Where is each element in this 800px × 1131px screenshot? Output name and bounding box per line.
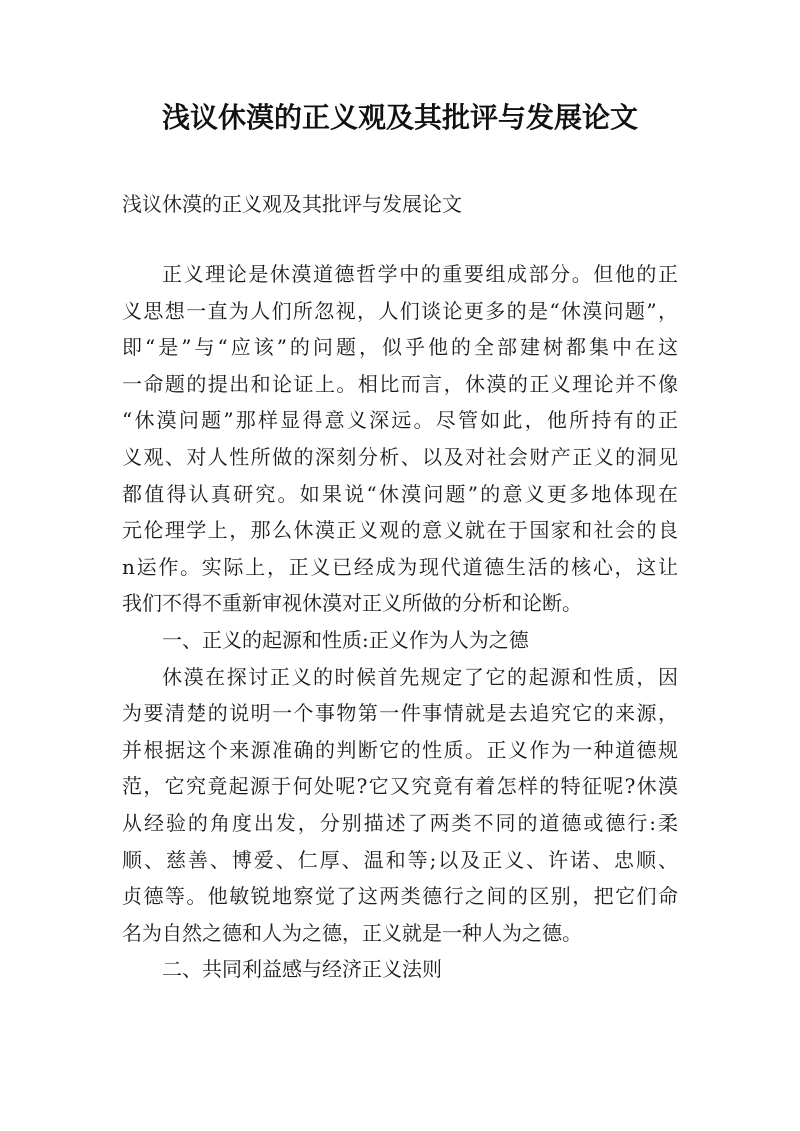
paragraph-line: 休漠在探讨正义的时候首先规定了它的起源和性质，因 [162,664,678,689]
paragraph-line: 顺、慈善、博爱、仁厚、温和等;以及正义、许诺、忠顺、 [122,847,678,872]
paragraph-line: 即“是”与“应该”的问题，似乎他的全部建树都集中在这 [122,335,678,360]
paragraph-line: 都值得认真研究。如果说“休漠问题”的意义更多地体现在 [122,481,678,506]
paragraph-line: 我们不得不重新审视休漠对正义所做的分析和论断。 [122,591,582,616]
paragraph-line: 从经验的角度出发，分别描述了两类不同的道德或德行:柔 [122,810,678,835]
paragraph-line: 义思想一直为人们所忽视，人们谈论更多的是“休漠问题”， [122,298,678,323]
paragraph-line: 名为自然之德和人为之德，正义就是一种人为之德。 [122,920,582,945]
paragraph-line: 元伦理学上，那么休漠正义观的意义就在于国家和社会的良 [122,518,678,543]
paragraph-line: 范，它究竟起源于何处呢?它又究竟有着怎样的特征呢?休漠 [122,774,678,799]
paragraph-line: “休漠问题”那样显得意义深远。尽管如此，他所持有的正 [122,408,678,433]
paragraph-line: 一命题的提出和论证上。相比而言，休漠的正义理论并不像 [122,371,678,396]
paragraph-line: 为要清楚的说明一个事物第一件事情就是去追究它的来源， [122,701,678,726]
paragraph-line: 贞德等。他敏锐地察觉了这两类德行之间的区别，把它们命 [122,884,678,909]
document-body [122,256,678,988]
document-title: 浅议休漠的正义观及其批评与发展论文 [161,101,638,134]
section-heading: 二、共同利益感与经济正义法则 [162,957,442,982]
paragraph-line: n运作。实际上，正义已经成为现代道德生活的核心，这让 [122,554,678,579]
paragraph-line: 并根据这个来源准确的判断它的性质。正义作为一种道德规 [122,737,678,762]
document-subtitle: 浅议休漠的正义观及其批评与发展论文 [122,192,462,216]
paragraph-line: 义观、对人性所做的深刻分析、以及对社会财产正义的洞见 [122,444,678,469]
paragraph-line: 正义理论是休漠道德哲学中的重要组成部分。但他的正 [162,262,678,286]
section-heading: 一、正义的起源和性质:正义作为人为之德 [162,627,529,652]
